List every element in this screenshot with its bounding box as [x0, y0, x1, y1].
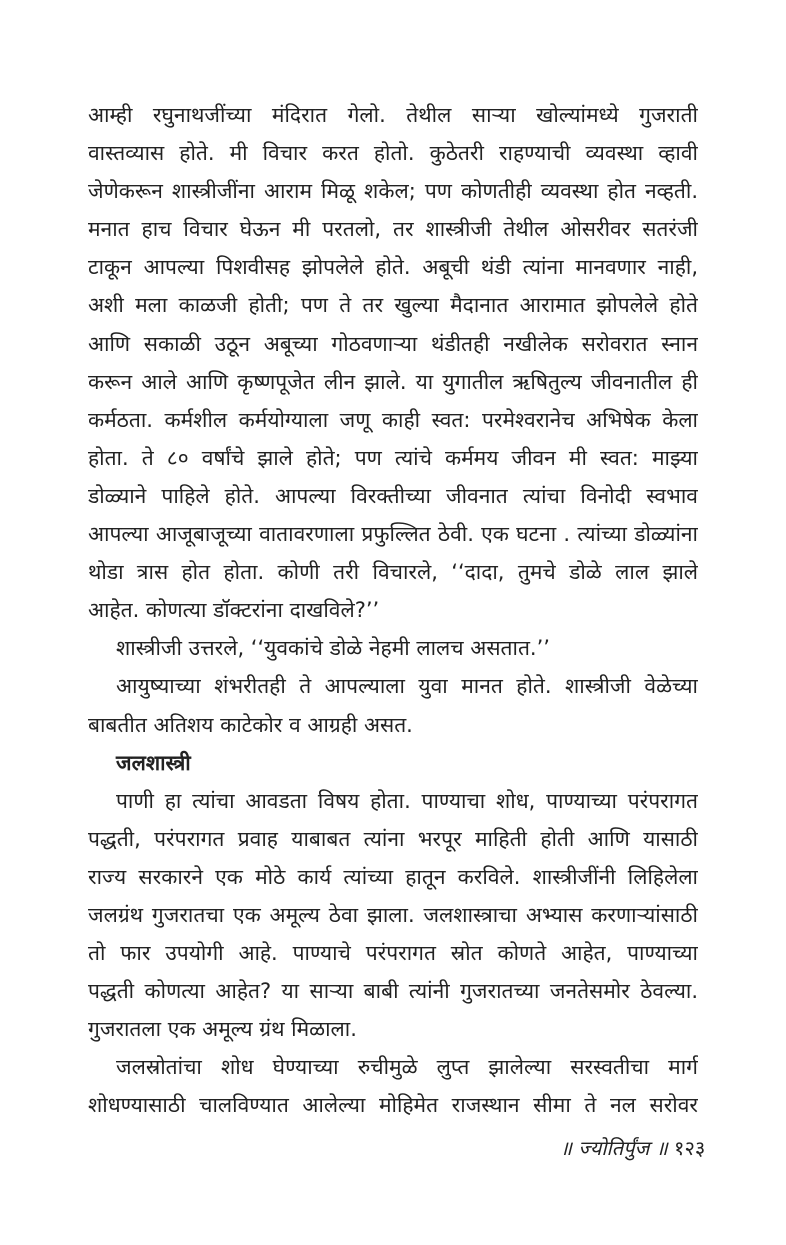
- text-line: पाणी हा त्यांचा आवडता विषय होता. पाण्याचा शोध, पाण्याच्या परंपरागत: [116, 788, 698, 813]
- text-line: पद्धती, परंपरागत प्रवाह याबाबत त्यांना भरपूर माहिती होती आणि यासाठी: [88, 826, 698, 851]
- text-line: आहेत. कोणत्या डॉक्टरांना दाखविले?’’: [88, 598, 380, 623]
- text-line: होता. ते ८० वर्षांचे झाले होते; पण त्यांचे कर्ममय जीवन मी स्वत: माझ्या: [88, 445, 698, 470]
- text-line: आम्ही रघुनाथजींच्या मंदिरात गेलो. तेथील साऱ्या खोल्यांमध्ये गुजराती: [88, 103, 698, 127]
- text-line: बाबतीत अतिशय काटेकोर व आग्रही असत.: [88, 712, 413, 737]
- page-footer: [560, 1132, 706, 1164]
- section-heading: जलशास्त्री: [116, 750, 191, 775]
- text-line: गुजरातला एक अमूल्य ग्रंथ मिळाला.: [88, 1017, 357, 1042]
- text-line: टाकून आपल्या पिशवीसह झोपलेले होते. अबूची थंडी त्यांना मानवणार नाही,: [88, 255, 698, 280]
- text-line: शास्त्रीजी उत्तरले, ‘‘युवकांचे डोळे नेहमी लालच असतात.’’: [116, 636, 550, 661]
- text-line: जेणेकरून शास्त्रीजींना आराम मिळू शकेल; पण कोणतीही व्यवस्था होत नव्हती.: [88, 179, 698, 204]
- text-line: तो फार उपयोगी आहे. पाण्याचे परंपरागत स्रोत कोणते आहेत, पाण्याच्या: [88, 941, 698, 966]
- text-line: डोळ्याने पाहिले होते. आपल्या विरक्तीच्या जीवनात त्यांचा विनोदी स्वभाव: [88, 483, 698, 508]
- text-line: आयुष्याच्या शंभरीतही ते आपल्याला युवा मानत होते. शास्त्रीजी वेळेच्या: [116, 674, 698, 699]
- text-line: कर्मठता. कर्मशील कर्मयोग्याला जणू काही स्वत: परमेश्वरानेच अभिषेक केला: [88, 407, 698, 432]
- text-line: जलस्रोतांचा शोध घेण्याच्या रुचीमुळे लुप्त झालेल्या सरस्वतीचा मार्ग: [116, 1055, 698, 1080]
- body-text: [88, 96, 698, 1125]
- text-line: आपल्या आजूबाजूच्या वातावरणाला प्रफुल्लित ठेवी. एक घटना . त्यांच्या डोळ्यांना: [88, 522, 698, 547]
- text-line: जलग्रंथ गुजरातचा एक अमूल्य ठेवा झाला. जलशास्त्राचा अभ्यास करणाऱ्यांसाठी: [88, 902, 698, 927]
- text-line: थोडा त्रास होत होता. कोणी तरी विचारले, ‘‘दादा, तुमचे डोळे लाल झाले: [88, 560, 698, 585]
- page-number: १२३: [674, 1136, 706, 1160]
- text-line: राज्य सरकारने एक मोठे कार्य त्यांच्या हातून करविले. शास्त्रीजींनी लिहिलेला: [88, 864, 698, 889]
- text-line: वास्तव्यास होते. मी विचार करत होतो. कुठेतरी राहण्याची व्यवस्था व्हावी: [88, 141, 698, 166]
- running-title: ॥ ज्योतिर्पुंज ॥: [560, 1136, 668, 1160]
- text-line: मनात हाच विचार घेऊन मी परतलो, तर शास्त्रीजी तेथील ओसरीवर सतरंजी: [88, 217, 698, 242]
- text-line: अशी मला काळजी होती; पण ते तर खुल्या मैदानात आरामात झोपलेले होते: [88, 293, 698, 318]
- text-line: शोधण्यासाठी चालविण्यात आलेल्या मोहिमेत राजस्थान सीमा ते नल सरोवर: [88, 1093, 698, 1118]
- text-line: पद्धती कोणत्या आहेत? या साऱ्या बाबी त्यांनी गुजरातच्या जनतेसमोर ठेवल्या.: [88, 979, 698, 1004]
- text-line: करून आले आणि कृष्णपूजेत लीन झाले. या युगातील ऋषितुल्य जीवनातील ही: [88, 369, 698, 394]
- text-line: आणि सकाळी उठून अबूच्या गोठवणाऱ्या थंडीतही नखीलेक सरोवरात स्नान: [88, 331, 698, 356]
